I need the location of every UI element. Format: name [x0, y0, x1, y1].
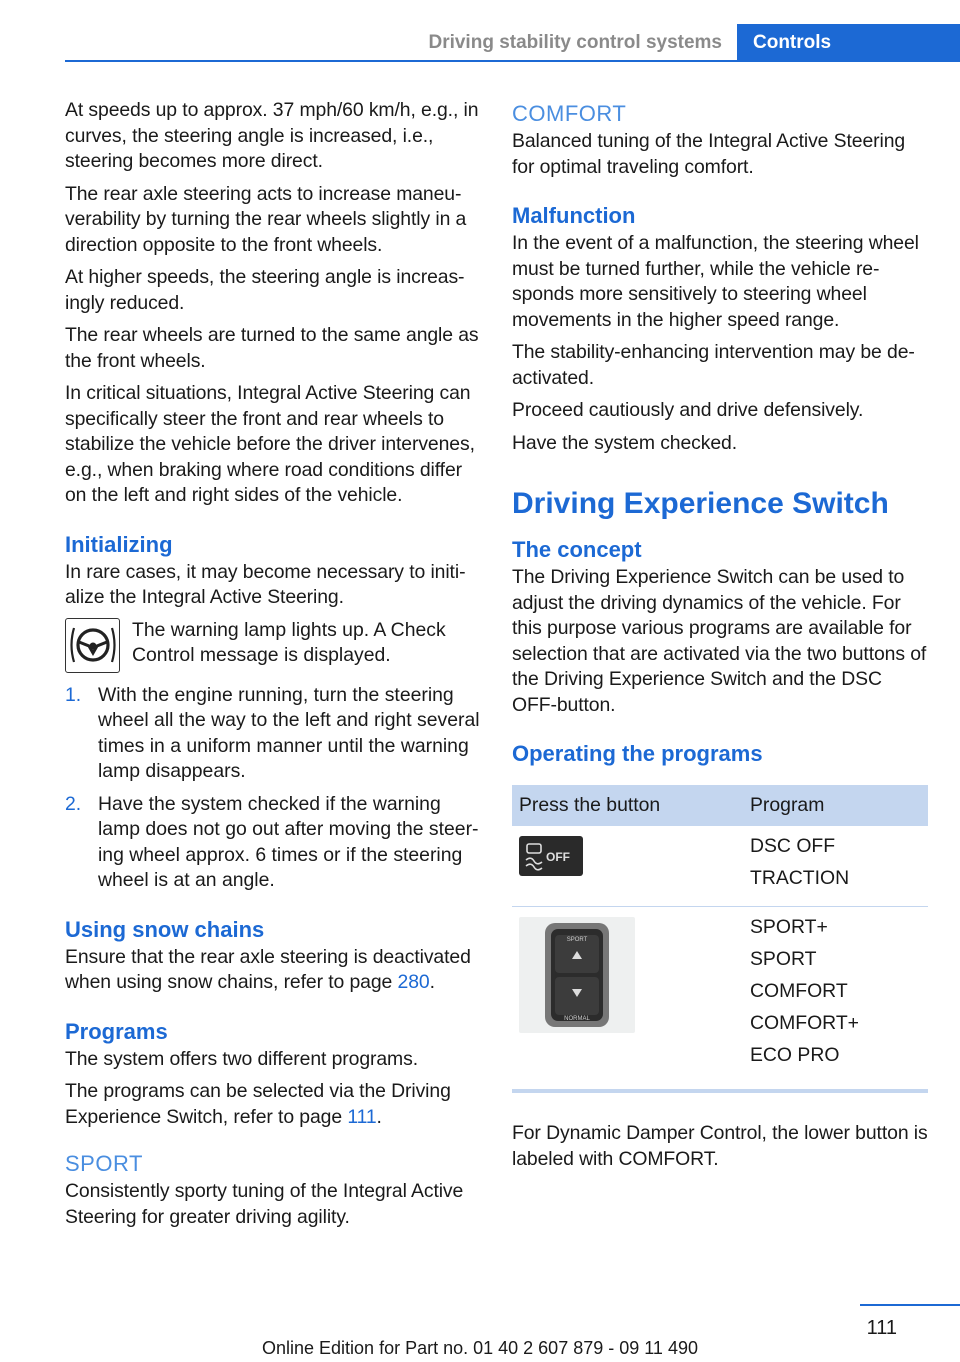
paragraph: The system offers two different programs.	[65, 1047, 418, 1070]
step-number: 2.	[65, 792, 82, 815]
program-name: SPORT+	[750, 916, 828, 938]
button-cell	[512, 826, 743, 907]
dsc-off-button-image	[519, 836, 583, 876]
program-name: COMFORT	[750, 980, 848, 1002]
program-name: COMFORT+	[750, 1012, 859, 1034]
footer-rule	[860, 1304, 960, 1306]
edition-footer: Online Edition for Part no. 01 40 2 607 879 - 09 11 490	[262, 1338, 698, 1358]
programs-text: The programs can be selected via the Driving Experience Switch, refer to page	[65, 1080, 451, 1128]
list-item	[65, 792, 483, 894]
steering-warning-icon	[65, 618, 120, 673]
driving-experience-switch-image	[519, 917, 635, 1033]
right-column	[512, 98, 930, 1179]
paragraph: The rear wheels are turned to the same angle as the front wheels.	[65, 324, 479, 372]
snow-text: Ensure that the rear axle steering is deactivated when using snow chains, refer to page	[65, 945, 471, 993]
section-title: Driving stability control systems	[428, 32, 722, 53]
heading-initializing: Initializing	[65, 531, 173, 557]
heading-snow-chains: Using snow chains	[65, 916, 265, 942]
heading-sport: SPORT	[65, 1151, 143, 1176]
page-number: 111	[866, 1317, 897, 1339]
page-link-111[interactable]: 111	[347, 1105, 377, 1128]
paragraph	[65, 1079, 483, 1130]
programs-table	[512, 785, 928, 1093]
program-name: ECO PRO	[750, 1044, 840, 1066]
heading-operating-programs: Operating the programs	[512, 741, 763, 766]
step-text: Have the system checked if the warning lamp does not go out after moving the steering wheel approx. 6 times or if the steering wheel is at an angle.	[98, 792, 479, 891]
program-cell	[743, 826, 928, 907]
heading-programs: Programs	[65, 1018, 168, 1044]
list-item	[65, 683, 483, 785]
program-name: DSC OFF	[750, 835, 836, 857]
heading-driving-experience-switch: Driving Experience Switch	[512, 487, 889, 520]
chapter-tab: Controls	[737, 24, 960, 62]
paragraph: Have the system checked.	[512, 431, 738, 454]
paragraph: Proceed cautiously and drive defensively.	[512, 399, 864, 421]
init-steps	[65, 683, 483, 894]
header-rule	[65, 60, 960, 62]
paragraph: In critical situations, Integral Active Steering can specifically steer the front and rear wheels to stabilize the vehicle before the driver intervenes, e.g., when braking where road conditions differ on the left and right sides of the vehicle.	[65, 382, 475, 506]
svg-text:SPORT: SPORT	[566, 937, 588, 943]
table-row	[512, 907, 928, 1092]
column-header: Program	[743, 785, 928, 826]
period: .	[429, 971, 435, 993]
svg-text:OFF: OFF	[546, 850, 570, 864]
page-link-280[interactable]: 280	[397, 971, 430, 993]
paragraph: Balanced tuning of the Integral Active Steering for optimal traveling comfort.	[512, 130, 906, 178]
lamp-text: The warning lamp lights up. A Check Control message is displayed.	[132, 618, 446, 666]
paragraph: Consistently sporty tuning of the Integral Active Steering for greater driving agility.	[65, 1180, 464, 1228]
heading-malfunction: Malfunction	[512, 203, 636, 228]
program-cell	[743, 907, 928, 1092]
svg-text:NORMAL: NORMAL	[564, 1016, 590, 1022]
paragraph: In rare cases, it may become necessary to initialize the Integral Active Steering.	[65, 560, 466, 608]
table-row	[512, 826, 928, 907]
heading-concept: The concept	[512, 537, 642, 562]
program-name: TRACTION	[750, 867, 850, 889]
paragraph	[65, 945, 483, 996]
program-name: SPORT	[750, 948, 817, 970]
page-header	[0, 24, 960, 62]
paragraph: In the event of a malfunction, the steering wheel must be turned further, while the vehicle responds more sensitively to steering wheel movements in the higher speed range.	[512, 232, 919, 331]
paragraph: At higher speeds, the steering angle is increasingly reduced.	[65, 266, 465, 314]
button-cell	[512, 907, 743, 1092]
left-column	[65, 98, 483, 1237]
warning-lamp-note	[65, 618, 483, 673]
paragraph: At speeds up to approx. 37 mph/60 km/h, e.g., in curves, the steering angle is increased, i.e., steering becomes more direct.	[65, 99, 479, 172]
step-text: With the engine running, turn the steering wheel all the way to the left and right several times in a uniform manner until the warning lamp disappears.	[98, 683, 480, 782]
column-header: Press the button	[512, 785, 743, 826]
period: .	[376, 1105, 382, 1128]
paragraph: The stability-enhancing intervention may be deactivated.	[512, 341, 915, 389]
paragraph: The rear axle steering acts to increase maneuverability by turning the rear wheels slightly in a direction opposite to the front wheels.	[65, 182, 467, 256]
paragraph: The Driving Experience Switch can be used to adjust the driving dynamics of the vehicle. For this purpose various programs are available for selection that are activated via the two buttons of the Driving Experience Switch and the DSC OFF-button.	[512, 566, 927, 716]
heading-comfort: COMFORT	[512, 101, 627, 126]
paragraph: For Dynamic Damper Control, the lower button is labeled with COMFORT.	[512, 1122, 928, 1170]
step-number: 1.	[65, 683, 82, 706]
